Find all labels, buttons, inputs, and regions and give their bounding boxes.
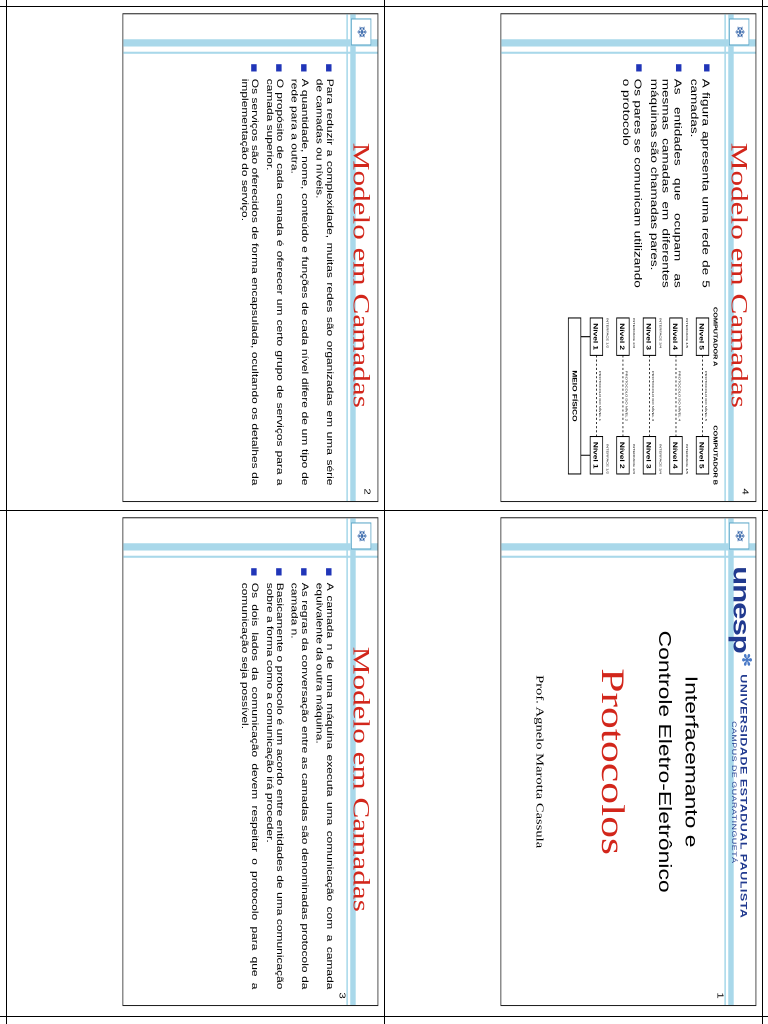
- slide-title: Modelo em Camadas: [725, 142, 752, 408]
- slide-2-cell: [7, 7, 383, 509]
- bullet-item: A camada n de uma máquina executa uma comunicação com a camada equivalente da outra máquina.: [314, 568, 334, 989]
- level-label: Nível 5: [697, 323, 706, 351]
- page-number: 2: [361, 488, 372, 495]
- course-title-line2: Controle Eletro-Eletrônico: [654, 630, 675, 893]
- professor-name: Prof. Agnelo Marotta Cassula: [533, 675, 545, 849]
- level-row: [670, 318, 682, 474]
- protocol-label: PROTOCOLO DO NÍVEL 2: [624, 370, 628, 422]
- unesp-logo: unesp✻: [728, 566, 754, 666]
- slide-4-cell: [385, 7, 761, 509]
- bullet-item: Basicamente o protocolo é um acordo entre entidades de uma comunicação sobre a forma como a comunicação irá proceder.: [264, 568, 284, 989]
- level-row: [590, 318, 602, 474]
- slide-4: [496, 7, 761, 508]
- level-label: Nível 2: [618, 323, 626, 351]
- course-title-line1: Interfacemanto e: [681, 675, 701, 848]
- campus-name: CAMPUS DE GUARATINGUETÁ: [730, 721, 739, 864]
- page-number: 4: [739, 488, 750, 495]
- level-label: Nível 5: [697, 441, 706, 469]
- page-border-right: [762, 0, 763, 1024]
- bullet-list: [616, 64, 712, 288]
- protocol-label: PROTOCOLO DO NÍVEL 4: [677, 370, 681, 422]
- bullet-item: As entidades que ocupam as mesmas camadas em diferentes máquinas são chamadas pares.: [649, 64, 684, 288]
- level-label: Nível 1: [591, 441, 600, 469]
- level-label: Nível 4: [671, 441, 679, 469]
- slide-2: [118, 7, 383, 508]
- protocol-label: PROTOCOLO DO NÍVEL 1: [597, 370, 602, 422]
- level-label: Nível 2: [618, 441, 626, 469]
- level-row: [643, 318, 655, 474]
- interface-label: INTERFACE 3/4: [658, 317, 663, 349]
- bullet-item: O propósito de cada camada é oferecer um certo grupo de serviços para a camada superior.: [264, 64, 284, 485]
- slide-title: Modelo em Camadas: [347, 646, 374, 912]
- bullet-item: Para reduzir a complexidade, muitas redes são organizadas em uma série de camadas ou níveis.: [314, 64, 334, 485]
- layer-diagram: [509, 297, 721, 495]
- bullet-list: [234, 64, 334, 485]
- slide-title: Modelo em Camadas: [347, 142, 374, 408]
- interface-label: INTERFACE 1/2: [605, 443, 610, 474]
- bullet-list: [234, 568, 334, 989]
- bullet-item: Os pares se comunicam utilizando o protocolo: [621, 64, 644, 288]
- bullet-item: Os dois lados da comunicação devem respeitar o protocolo para que a comunicação seja possível.: [239, 568, 259, 989]
- protocol-label: PROTOCOLO DO NÍVEL 3: [650, 370, 655, 422]
- interface-label: INTERFACE 2/3: [632, 317, 636, 349]
- page-border-bottom: [0, 1016, 768, 1017]
- level-row: [696, 318, 708, 474]
- interface-label: INTERFACE 4/5: [685, 317, 689, 349]
- unesp-emblem-icon: ❄: [351, 18, 371, 45]
- computer-b-label: COMPUTADOR B: [711, 425, 718, 486]
- slide-1: [496, 511, 761, 1012]
- level-label: Nível 1: [591, 323, 600, 351]
- presentation-title: Protocolos: [594, 668, 630, 856]
- unesp-emblem-icon: ❄: [729, 18, 749, 45]
- level-label: Nível 3: [644, 441, 653, 469]
- unesp-emblem-icon: ❄: [351, 522, 371, 549]
- level-label: Nível 3: [644, 323, 653, 351]
- interface-label: INTERFACE 2/3: [632, 443, 636, 474]
- interface-label: INTERFACE 1/2: [605, 317, 610, 349]
- bullet-item: A quantidade, nome, conteúdo e funções de cada nível difere de um tipo de rede para a outra.: [289, 64, 309, 485]
- page-number: 1: [714, 992, 725, 999]
- computer-a-label: COMPUTADOR A: [711, 307, 718, 367]
- interface-label: INTERFACE 4/5: [685, 443, 689, 474]
- bullet-item: Os serviços são oferecidos de forma encapsulada, ocultando os detalhes da implementação do serviço.: [239, 64, 259, 485]
- protocol-label: PROTOCOLO DO NÍVEL 5: [703, 370, 708, 422]
- unesp-emblem-icon: ❄: [729, 522, 749, 549]
- physical-medium-label: MEIO FÍSICO: [570, 370, 579, 422]
- level-label: Nível 4: [671, 323, 679, 351]
- slide-1-cell: [385, 511, 761, 1015]
- slide-3: [118, 511, 383, 1012]
- level-row: [617, 318, 629, 474]
- interface-label: INTERFACE 3/4: [658, 443, 663, 474]
- university-name: UNIVERSIDADE ESTADUAL PAULISTA: [738, 674, 750, 919]
- slide-3-cell: [7, 511, 383, 1015]
- bullet-item: As regras da conversação entre as camadas são denominadas protocolo da camada n.: [289, 568, 309, 989]
- page-number: 3: [336, 992, 347, 999]
- bullet-item: A figura apresenta uma rede de 5 camadas.: [688, 64, 711, 288]
